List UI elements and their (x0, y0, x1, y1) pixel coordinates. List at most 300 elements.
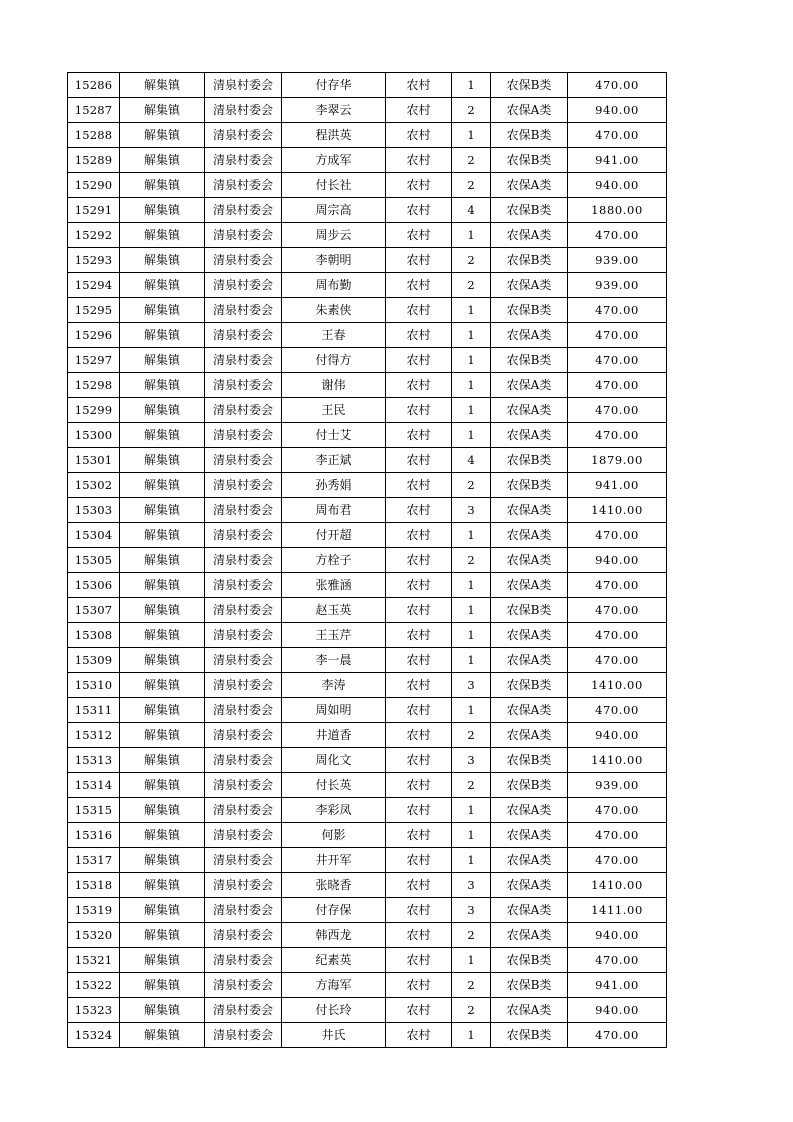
table-row (68, 698, 667, 723)
town-cell: 解集镇 (120, 523, 205, 548)
insurance-category-cell: 农保A类 (491, 498, 568, 523)
record-id-cell: 15306 (68, 573, 120, 598)
household-count-cell: 1 (452, 523, 491, 548)
record-id-cell: 15293 (68, 248, 120, 273)
record-id-cell: 15290 (68, 173, 120, 198)
amount-cell: 470.00 (568, 948, 667, 973)
table-row (68, 98, 667, 123)
town-cell: 解集镇 (120, 748, 205, 773)
record-id-cell: 15319 (68, 898, 120, 923)
town-cell: 解集镇 (120, 798, 205, 823)
record-id-cell: 15323 (68, 998, 120, 1023)
record-id-cell: 15301 (68, 448, 120, 473)
area-type-cell: 农村 (386, 498, 452, 523)
area-type-cell: 农村 (386, 198, 452, 223)
area-type-cell: 农村 (386, 248, 452, 273)
amount-cell: 941.00 (568, 148, 667, 173)
town-cell: 解集镇 (120, 148, 205, 173)
household-count-cell: 2 (452, 773, 491, 798)
household-count-cell: 1 (452, 1023, 491, 1048)
record-id-cell: 15317 (68, 848, 120, 873)
household-count-cell: 2 (452, 473, 491, 498)
village-committee-cell: 清泉村委会 (205, 898, 282, 923)
record-id-cell: 15311 (68, 698, 120, 723)
amount-cell: 939.00 (568, 248, 667, 273)
household-count-cell: 2 (452, 973, 491, 998)
insurance-category-cell: 农保B类 (491, 248, 568, 273)
amount-cell: 470.00 (568, 123, 667, 148)
person-name-cell: 赵玉英 (282, 598, 386, 623)
table-row (68, 1023, 667, 1048)
person-name-cell: 朱素侠 (282, 298, 386, 323)
person-name-cell: 付存华 (282, 73, 386, 98)
town-cell: 解集镇 (120, 698, 205, 723)
village-committee-cell: 清泉村委会 (205, 448, 282, 473)
insurance-category-cell: 农保B类 (491, 73, 568, 98)
table-row (68, 823, 667, 848)
town-cell: 解集镇 (120, 773, 205, 798)
amount-cell: 470.00 (568, 798, 667, 823)
household-count-cell: 1 (452, 348, 491, 373)
town-cell: 解集镇 (120, 198, 205, 223)
village-committee-cell: 清泉村委会 (205, 123, 282, 148)
town-cell: 解集镇 (120, 123, 205, 148)
amount-cell: 1880.00 (568, 198, 667, 223)
area-type-cell: 农村 (386, 873, 452, 898)
record-id-cell: 15313 (68, 748, 120, 773)
household-count-cell: 2 (452, 548, 491, 573)
area-type-cell: 农村 (386, 823, 452, 848)
table-row (68, 148, 667, 173)
table-row (68, 623, 667, 648)
amount-cell: 470.00 (568, 848, 667, 873)
table-row (68, 848, 667, 873)
table-row (68, 448, 667, 473)
town-cell: 解集镇 (120, 1023, 205, 1048)
town-cell: 解集镇 (120, 548, 205, 573)
village-committee-cell: 清泉村委会 (205, 373, 282, 398)
household-count-cell: 3 (452, 673, 491, 698)
village-committee-cell: 清泉村委会 (205, 223, 282, 248)
town-cell: 解集镇 (120, 73, 205, 98)
table-row (68, 998, 667, 1023)
area-type-cell: 农村 (386, 848, 452, 873)
table-row (68, 348, 667, 373)
table-row (68, 948, 667, 973)
person-name-cell: 付士艾 (282, 423, 386, 448)
record-id-cell: 15318 (68, 873, 120, 898)
record-id-cell: 15309 (68, 648, 120, 673)
insurance-category-cell: 农保B类 (491, 673, 568, 698)
person-name-cell: 李翠云 (282, 98, 386, 123)
records-table-body (68, 73, 667, 1048)
town-cell: 解集镇 (120, 573, 205, 598)
village-committee-cell: 清泉村委会 (205, 823, 282, 848)
household-count-cell: 2 (452, 273, 491, 298)
person-name-cell: 井开军 (282, 848, 386, 873)
area-type-cell: 农村 (386, 573, 452, 598)
area-type-cell: 农村 (386, 273, 452, 298)
person-name-cell: 何影 (282, 823, 386, 848)
record-id-cell: 15302 (68, 473, 120, 498)
amount-cell: 470.00 (568, 1023, 667, 1048)
record-id-cell: 15310 (68, 673, 120, 698)
town-cell: 解集镇 (120, 373, 205, 398)
insurance-category-cell: 农保A类 (491, 323, 568, 348)
amount-cell: 470.00 (568, 298, 667, 323)
record-id-cell: 15305 (68, 548, 120, 573)
amount-cell: 939.00 (568, 273, 667, 298)
household-count-cell: 2 (452, 723, 491, 748)
person-name-cell: 周布君 (282, 498, 386, 523)
area-type-cell: 农村 (386, 1023, 452, 1048)
amount-cell: 940.00 (568, 98, 667, 123)
village-committee-cell: 清泉村委会 (205, 723, 282, 748)
town-cell: 解集镇 (120, 223, 205, 248)
household-count-cell: 1 (452, 948, 491, 973)
amount-cell: 940.00 (568, 923, 667, 948)
household-count-cell: 2 (452, 173, 491, 198)
records-table (67, 72, 667, 1048)
household-count-cell: 1 (452, 398, 491, 423)
household-count-cell: 1 (452, 623, 491, 648)
table-row (68, 198, 667, 223)
record-id-cell: 15297 (68, 348, 120, 373)
area-type-cell: 农村 (386, 723, 452, 748)
amount-cell: 470.00 (568, 73, 667, 98)
person-name-cell: 付长英 (282, 773, 386, 798)
person-name-cell: 方海军 (282, 973, 386, 998)
person-name-cell: 李涛 (282, 673, 386, 698)
amount-cell: 941.00 (568, 973, 667, 998)
insurance-category-cell: 农保B类 (491, 448, 568, 473)
town-cell: 解集镇 (120, 673, 205, 698)
record-id-cell: 15321 (68, 948, 120, 973)
record-id-cell: 15287 (68, 98, 120, 123)
table-row (68, 748, 667, 773)
village-committee-cell: 清泉村委会 (205, 698, 282, 723)
town-cell: 解集镇 (120, 948, 205, 973)
household-count-cell: 3 (452, 898, 491, 923)
amount-cell: 470.00 (568, 823, 667, 848)
insurance-category-cell: 农保B类 (491, 773, 568, 798)
area-type-cell: 农村 (386, 148, 452, 173)
area-type-cell: 农村 (386, 373, 452, 398)
person-name-cell: 周如明 (282, 698, 386, 723)
village-committee-cell: 清泉村委会 (205, 498, 282, 523)
insurance-category-cell: 农保A类 (491, 223, 568, 248)
person-name-cell: 张晓香 (282, 873, 386, 898)
household-count-cell: 1 (452, 73, 491, 98)
person-name-cell: 王春 (282, 323, 386, 348)
area-type-cell: 农村 (386, 673, 452, 698)
household-count-cell: 2 (452, 998, 491, 1023)
record-id-cell: 15300 (68, 423, 120, 448)
area-type-cell: 农村 (386, 523, 452, 548)
table-row (68, 923, 667, 948)
record-id-cell: 15320 (68, 923, 120, 948)
town-cell: 解集镇 (120, 823, 205, 848)
record-id-cell: 15303 (68, 498, 120, 523)
area-type-cell: 农村 (386, 598, 452, 623)
town-cell: 解集镇 (120, 898, 205, 923)
village-committee-cell: 清泉村委会 (205, 648, 282, 673)
area-type-cell: 农村 (386, 748, 452, 773)
table-row (68, 598, 667, 623)
insurance-category-cell: 农保A类 (491, 548, 568, 573)
town-cell: 解集镇 (120, 473, 205, 498)
table-row (68, 773, 667, 798)
area-type-cell: 农村 (386, 448, 452, 473)
insurance-category-cell: 农保B类 (491, 348, 568, 373)
record-id-cell: 15292 (68, 223, 120, 248)
person-name-cell: 付长玲 (282, 998, 386, 1023)
table-row (68, 573, 667, 598)
household-count-cell: 1 (452, 223, 491, 248)
insurance-category-cell: 农保A类 (491, 423, 568, 448)
insurance-category-cell: 农保A类 (491, 648, 568, 673)
amount-cell: 940.00 (568, 173, 667, 198)
amount-cell: 1879.00 (568, 448, 667, 473)
table-row (68, 673, 667, 698)
insurance-category-cell: 农保A类 (491, 848, 568, 873)
town-cell: 解集镇 (120, 298, 205, 323)
person-name-cell: 方栓子 (282, 548, 386, 573)
household-count-cell: 1 (452, 373, 491, 398)
area-type-cell: 农村 (386, 948, 452, 973)
record-id-cell: 15298 (68, 373, 120, 398)
village-committee-cell: 清泉村委会 (205, 598, 282, 623)
insurance-category-cell: 农保A类 (491, 873, 568, 898)
amount-cell: 470.00 (568, 598, 667, 623)
household-count-cell: 2 (452, 923, 491, 948)
household-count-cell: 4 (452, 448, 491, 473)
amount-cell: 470.00 (568, 373, 667, 398)
town-cell: 解集镇 (120, 248, 205, 273)
person-name-cell: 周步云 (282, 223, 386, 248)
household-count-cell: 3 (452, 498, 491, 523)
household-count-cell: 1 (452, 323, 491, 348)
town-cell: 解集镇 (120, 398, 205, 423)
person-name-cell: 周布勤 (282, 273, 386, 298)
insurance-category-cell: 农保A类 (491, 173, 568, 198)
town-cell: 解集镇 (120, 873, 205, 898)
village-committee-cell: 清泉村委会 (205, 198, 282, 223)
table-row (68, 323, 667, 348)
table-row (68, 123, 667, 148)
amount-cell: 470.00 (568, 648, 667, 673)
village-committee-cell: 清泉村委会 (205, 423, 282, 448)
village-committee-cell: 清泉村委会 (205, 798, 282, 823)
area-type-cell: 农村 (386, 323, 452, 348)
record-id-cell: 15288 (68, 123, 120, 148)
amount-cell: 470.00 (568, 348, 667, 373)
household-count-cell: 1 (452, 648, 491, 673)
area-type-cell: 农村 (386, 898, 452, 923)
household-count-cell: 1 (452, 823, 491, 848)
amount-cell: 940.00 (568, 548, 667, 573)
area-type-cell: 农村 (386, 548, 452, 573)
insurance-category-cell: 农保A类 (491, 273, 568, 298)
village-committee-cell: 清泉村委会 (205, 998, 282, 1023)
household-count-cell: 2 (452, 248, 491, 273)
village-committee-cell: 清泉村委会 (205, 173, 282, 198)
town-cell: 解集镇 (120, 598, 205, 623)
amount-cell: 470.00 (568, 223, 667, 248)
record-id-cell: 15295 (68, 298, 120, 323)
village-committee-cell: 清泉村委会 (205, 673, 282, 698)
amount-cell: 470.00 (568, 423, 667, 448)
table-row (68, 548, 667, 573)
area-type-cell: 农村 (386, 73, 452, 98)
record-id-cell: 15307 (68, 598, 120, 623)
person-name-cell: 孙秀娟 (282, 473, 386, 498)
table-row (68, 898, 667, 923)
household-count-cell: 1 (452, 598, 491, 623)
amount-cell: 941.00 (568, 473, 667, 498)
area-type-cell: 农村 (386, 973, 452, 998)
insurance-category-cell: 农保B类 (491, 748, 568, 773)
village-committee-cell: 清泉村委会 (205, 923, 282, 948)
person-name-cell: 周化文 (282, 748, 386, 773)
insurance-category-cell: 农保A类 (491, 373, 568, 398)
village-committee-cell: 清泉村委会 (205, 348, 282, 373)
record-id-cell: 15289 (68, 148, 120, 173)
record-id-cell: 15308 (68, 623, 120, 648)
record-id-cell: 15312 (68, 723, 120, 748)
insurance-category-cell: 农保A类 (491, 98, 568, 123)
village-committee-cell: 清泉村委会 (205, 948, 282, 973)
person-name-cell: 井道香 (282, 723, 386, 748)
town-cell: 解集镇 (120, 923, 205, 948)
area-type-cell: 农村 (386, 298, 452, 323)
amount-cell: 470.00 (568, 523, 667, 548)
person-name-cell: 张雅涵 (282, 573, 386, 598)
person-name-cell: 付开超 (282, 523, 386, 548)
area-type-cell: 农村 (386, 998, 452, 1023)
person-name-cell: 周宗高 (282, 198, 386, 223)
town-cell: 解集镇 (120, 173, 205, 198)
household-count-cell: 1 (452, 298, 491, 323)
area-type-cell: 农村 (386, 698, 452, 723)
village-committee-cell: 清泉村委会 (205, 273, 282, 298)
record-id-cell: 15324 (68, 1023, 120, 1048)
amount-cell: 1410.00 (568, 673, 667, 698)
person-name-cell: 王玉芹 (282, 623, 386, 648)
amount-cell: 1410.00 (568, 748, 667, 773)
table-row (68, 398, 667, 423)
village-committee-cell: 清泉村委会 (205, 148, 282, 173)
area-type-cell: 农村 (386, 98, 452, 123)
person-name-cell: 付长社 (282, 173, 386, 198)
village-committee-cell: 清泉村委会 (205, 848, 282, 873)
insurance-category-cell: 农保B类 (491, 148, 568, 173)
amount-cell: 470.00 (568, 698, 667, 723)
town-cell: 解集镇 (120, 273, 205, 298)
town-cell: 解集镇 (120, 448, 205, 473)
insurance-category-cell: 农保B类 (491, 198, 568, 223)
village-committee-cell: 清泉村委会 (205, 873, 282, 898)
village-committee-cell: 清泉村委会 (205, 298, 282, 323)
area-type-cell: 农村 (386, 173, 452, 198)
person-name-cell: 王民 (282, 398, 386, 423)
amount-cell: 1410.00 (568, 498, 667, 523)
town-cell: 解集镇 (120, 423, 205, 448)
household-count-cell: 3 (452, 873, 491, 898)
village-committee-cell: 清泉村委会 (205, 1023, 282, 1048)
person-name-cell: 程洪英 (282, 123, 386, 148)
insurance-category-cell: 农保A类 (491, 698, 568, 723)
insurance-category-cell: 农保A类 (491, 623, 568, 648)
household-count-cell: 1 (452, 573, 491, 598)
area-type-cell: 农村 (386, 223, 452, 248)
record-id-cell: 15316 (68, 823, 120, 848)
person-name-cell: 李彩凤 (282, 798, 386, 823)
household-count-cell: 2 (452, 98, 491, 123)
insurance-category-cell: 农保B类 (491, 298, 568, 323)
amount-cell: 940.00 (568, 998, 667, 1023)
record-id-cell: 15286 (68, 73, 120, 98)
table-row (68, 973, 667, 998)
insurance-category-cell: 农保B类 (491, 123, 568, 148)
area-type-cell: 农村 (386, 798, 452, 823)
person-name-cell: 李朝明 (282, 248, 386, 273)
village-committee-cell: 清泉村委会 (205, 973, 282, 998)
record-id-cell: 15304 (68, 523, 120, 548)
household-count-cell: 2 (452, 148, 491, 173)
village-committee-cell: 清泉村委会 (205, 623, 282, 648)
record-id-cell: 15322 (68, 973, 120, 998)
household-count-cell: 4 (452, 198, 491, 223)
table-row (68, 173, 667, 198)
insurance-category-cell: 农保A类 (491, 798, 568, 823)
person-name-cell: 韩西龙 (282, 923, 386, 948)
person-name-cell: 李正斌 (282, 448, 386, 473)
insurance-category-cell: 农保A类 (491, 523, 568, 548)
town-cell: 解集镇 (120, 648, 205, 673)
village-committee-cell: 清泉村委会 (205, 73, 282, 98)
village-committee-cell: 清泉村委会 (205, 473, 282, 498)
household-count-cell: 1 (452, 698, 491, 723)
amount-cell: 1411.00 (568, 898, 667, 923)
household-count-cell: 1 (452, 798, 491, 823)
table-row (68, 248, 667, 273)
town-cell: 解集镇 (120, 348, 205, 373)
table-row (68, 798, 667, 823)
town-cell: 解集镇 (120, 498, 205, 523)
table-row (68, 523, 667, 548)
table-row (68, 273, 667, 298)
amount-cell: 939.00 (568, 773, 667, 798)
town-cell: 解集镇 (120, 98, 205, 123)
record-id-cell: 15315 (68, 798, 120, 823)
area-type-cell: 农村 (386, 923, 452, 948)
record-id-cell: 15294 (68, 273, 120, 298)
village-committee-cell: 清泉村委会 (205, 98, 282, 123)
amount-cell: 470.00 (568, 623, 667, 648)
table-row (68, 423, 667, 448)
village-committee-cell: 清泉村委会 (205, 748, 282, 773)
person-name-cell: 谢伟 (282, 373, 386, 398)
household-count-cell: 1 (452, 123, 491, 148)
town-cell: 解集镇 (120, 848, 205, 873)
table-row (68, 73, 667, 98)
person-name-cell: 付得方 (282, 348, 386, 373)
insurance-category-cell: 农保B类 (491, 948, 568, 973)
table-row (68, 373, 667, 398)
town-cell: 解集镇 (120, 623, 205, 648)
person-name-cell: 纪素英 (282, 948, 386, 973)
